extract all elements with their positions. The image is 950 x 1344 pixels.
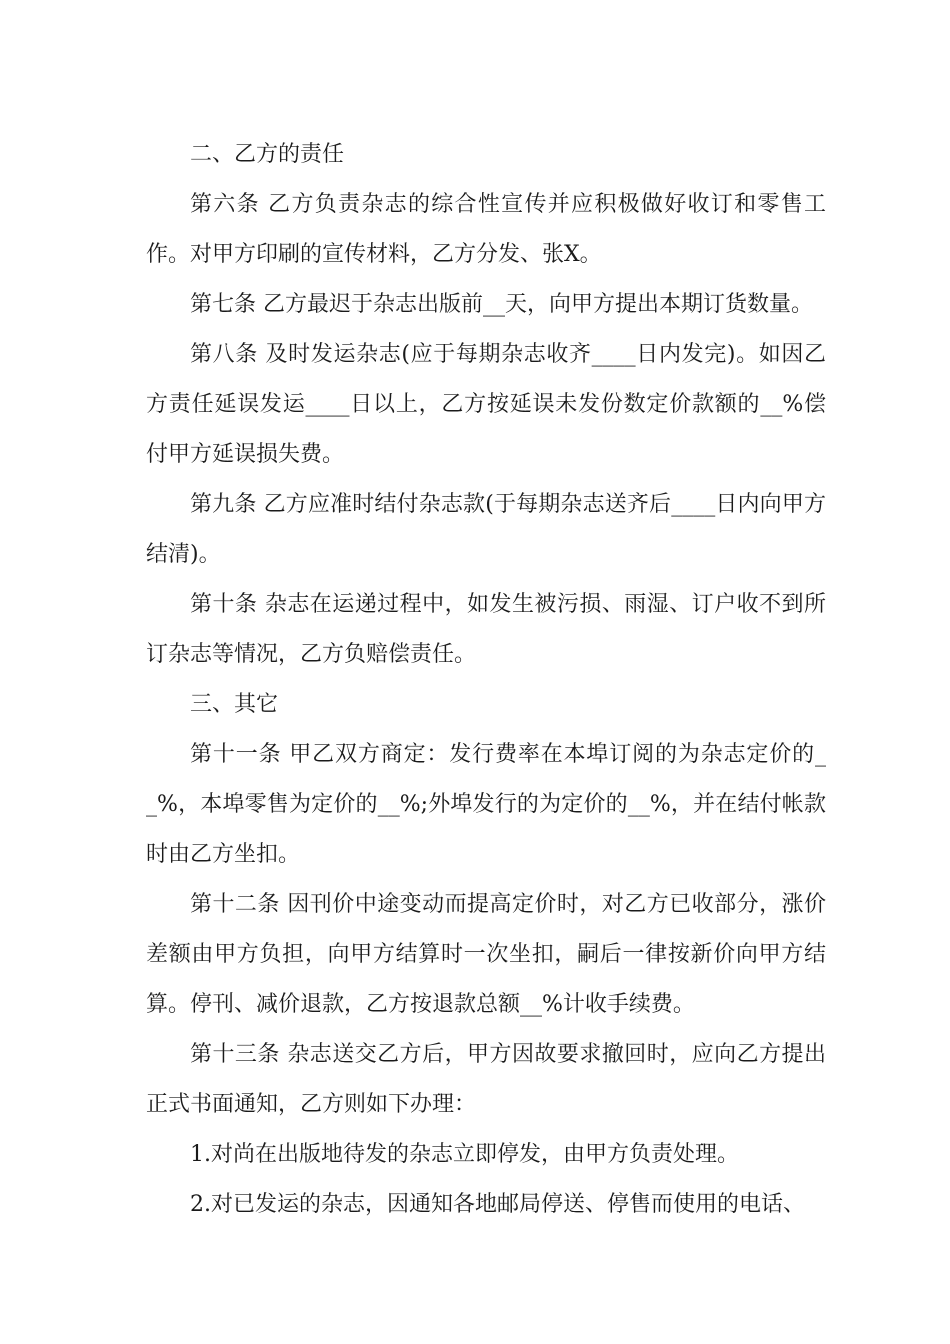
clause-7: 第七条 乙方最迟于杂志出版前__天，向甲方提出本期订货数量。: [190, 292, 813, 317]
clause-9: 第九条 乙方应准时结付杂志款(于每期杂志送齐后____日内向甲方结清)。: [146, 492, 826, 567]
section-heading-party-b-duties: 二、乙方的责任: [190, 142, 345, 167]
clause-11: 第十一条 甲乙双方商定：发行费率在本埠订阅的为杂志定价的__%，本埠零售为定价的__%;外埠发行的为定价的__%，并在结付帐款时由乙方坐扣。: [146, 742, 826, 867]
clause-12: 第十二条 因刊价中途变动而提高定价时，对乙方已收部分，涨价差额由甲方负担，向甲方结算时一次坐扣，嗣后一律按新价向甲方结算。停刊、减价退款，乙方按退款总额__%计收手续费。: [146, 892, 826, 1017]
clause-10: 第十条 杂志在运递过程中，如发生被污损、雨湿、订户收不到所订杂志等情况，乙方负赔偿责任。: [146, 592, 826, 667]
clause-13: 第十三条 杂志送交乙方后，甲方因故要求撤回时，应向乙方提出正式书面通知，乙方则如下办理：: [146, 1042, 826, 1117]
clause-13-item-2: 2.对已发运的杂志，因通知各地邮局停送、停售而使用的电话、: [190, 1192, 805, 1217]
clause-8: 第八条 及时发运杂志(应于每期杂志收齐____日内发完)。如因乙方责任延误发运____日以上，乙方按延误未发份数定价款额的__%偿付甲方延误损失费。: [146, 342, 826, 467]
document-body: [146, 130, 826, 1230]
clause-13-item-1: 1.对尚在出版地待发的杂志立即停发，由甲方负责处理。: [190, 1142, 739, 1167]
clause-6: 第六条 乙方负责杂志的综合性宣传并应积极做好收订和零售工作。对甲方印刷的宣传材料，乙方分发、张X。: [146, 192, 826, 267]
section-heading-other: 三、其它: [190, 692, 279, 717]
